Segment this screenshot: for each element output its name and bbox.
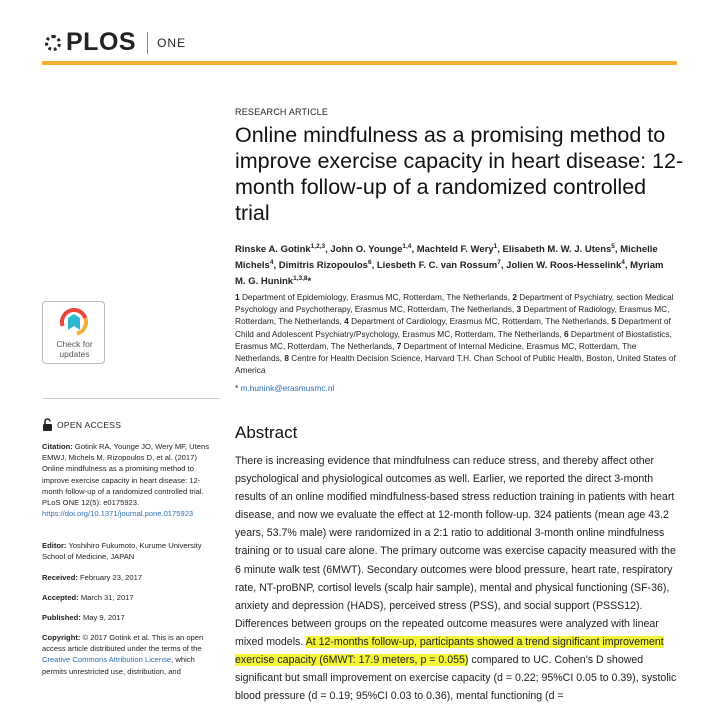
copyright-label: Copyright:: [42, 633, 81, 642]
author-separator: ,: [614, 244, 621, 256]
affiliation-text: Department of Child and Adolescent Psychiatry/Psychology, Erasmus MC, Rotterdam, The Netherlands,: [235, 316, 671, 339]
abstract-heading: Abstract: [235, 423, 298, 442]
author-affiliation-marker: 4: [269, 259, 274, 267]
author-affiliation-marker: 6: [367, 259, 372, 267]
author-name[interactable]: Elisabeth M. W. J. Utens: [502, 244, 612, 256]
correspondence-star: *: [235, 383, 239, 393]
correspondence-email-link[interactable]: m.hunink@erasmusmc.nl: [240, 383, 335, 393]
author-separator: ,: [371, 260, 377, 272]
check-updates-label: [43, 340, 106, 359]
author-separator: ,: [273, 260, 279, 272]
logo-wordmark: PLOS: [66, 28, 137, 56]
editor-label: Editor:: [42, 541, 67, 550]
copyright-block: [42, 632, 220, 677]
published-label: Published:: [42, 613, 81, 622]
affiliation-number: 8: [284, 353, 289, 364]
check-updates-line1: Check for: [56, 339, 93, 349]
received-label: Received:: [42, 573, 78, 582]
copyright-text: © 2017 Gotink et al. This is an open access article distributed under the terms of the: [42, 633, 204, 654]
abstract-body-continued: compared to UC. Cohen’s D showed significant but small improvement on exercise capacity (d = 0.22; 95%CI 0.05 to 0.39), systolic blood pressure (d = 0.19; 95%CI 0.03 to 0.36), mental functioning (d =: [235, 654, 677, 703]
author-name[interactable]: Jolien W. Roos-Hesselink: [506, 260, 622, 272]
check-updates-line2: updates: [59, 348, 90, 359]
author-affiliation-marker: 1: [493, 243, 498, 250]
published-block: [42, 612, 220, 623]
citation-block: [42, 441, 220, 519]
editor-block: [42, 540, 220, 562]
author-separator: *: [307, 276, 312, 288]
check-for-updates-button[interactable]: [42, 301, 105, 364]
open-lock-icon: [42, 418, 53, 431]
open-access-text: OPEN ACCESS: [57, 419, 122, 430]
author-separator: ,: [411, 244, 417, 256]
author-affiliation-marker: 5: [611, 243, 615, 250]
affiliation-number: 1: [235, 292, 240, 302]
affiliation-number: 4: [344, 316, 349, 327]
author-name[interactable]: Machteld F. Wery: [416, 244, 494, 256]
article-title: Online mindfulness as a promising method to improve exercise capacity in heart disease: 12-month follow-up of a randomized controlled trial: [235, 123, 684, 225]
copyright-text-end: , which permits unrestricted use, distribution, and: [42, 655, 195, 676]
author-name[interactable]: John O. Younge: [330, 244, 403, 256]
author-affiliation-marker: 7: [497, 259, 501, 267]
author-name[interactable]: Dimitris Rizopoulos: [278, 260, 368, 272]
affiliation-text: Centre for Health Decision Science, Harvard T.H. Chan School of Public Health, Boston, United States of America: [235, 353, 676, 376]
author-separator: ,: [500, 260, 507, 272]
citation-doi-link[interactable]: https://doi.org/10.1371/journal.pone.0175923: [42, 509, 194, 519]
accepted-label: Accepted:: [42, 593, 79, 602]
correspondence: [235, 383, 334, 393]
affiliation-number: 5: [611, 316, 616, 327]
author-name[interactable]: Liesbeth F. C. van Rossum: [376, 260, 498, 272]
affiliation-number: 7: [396, 340, 402, 351]
plos-logo-icon: [42, 32, 64, 54]
citation-text: Gotink RA, Younge JO, Wery MF, Utens EMWJ, Michels M, Rizopoulos D, et al. (2017) Online mindfulness as a promising method to improve exercise capacity in heart disease: 12-month follow-up of a randomized controlled trial. PLoS ONE 12(5): e0175923.: [42, 442, 209, 508]
plos-logo[interactable]: [42, 28, 186, 57]
article-type: RESEARCH ARTICLE: [235, 107, 329, 117]
affiliation-text: Department of Internal Medicine, Erasmus MC, Rotterdam, The Netherlands,: [235, 340, 637, 364]
received-date: February 23, 2017: [80, 573, 143, 582]
abstract-highlight: At 12-months follow-up, participants showed a trend significant improvement exercise capacity (6MWT: 17.9 meters, p = 0.055): [235, 635, 664, 667]
abstract-text: [235, 452, 678, 705]
published-date: May 9, 2017: [82, 613, 125, 622]
author-name[interactable]: Myriam M. G. Hunink: [235, 260, 664, 288]
open-access-label: [42, 418, 121, 431]
author-affiliation-marker: 4: [621, 259, 625, 267]
sidebar-divider: [42, 398, 220, 399]
affiliation-number: 3: [516, 304, 522, 315]
author-affiliation-marker: 1,4: [402, 243, 412, 250]
received-block: [42, 572, 220, 583]
affiliation-number: 2: [512, 292, 517, 302]
author-affiliation-marker: 1,2,3: [310, 243, 326, 250]
author-affiliation-marker: 1,3,8: [293, 275, 308, 283]
affiliation-number: 6: [563, 328, 569, 339]
author-separator: ,: [325, 244, 331, 256]
logo-separator: [147, 32, 148, 54]
abstract-body: There is increasing evidence that mindfulness can reduce stress, and thereby affect other psychological and physiological outcomes as well. Earlier, we reported the direct 3-month results of an online modified mindfulness-based stress reduction training in patients with heart disease, and now we evaluate the effect at 12-month follow-up. 324 patients (mean age 43.2 years, 53.7% male) were randomized in a 2:1 ratio to additional 3-month online mindfulness training or to usual care alone. The primary outcome was exercise capacity measured with the 6 minute walk test (6MWT). Secondary outcomes were blood pressure, heart rate, respiratory rate, NT-proBNP, cortisol levels (scalp hair sample), mental and physical functioning (SF-36), anxiety and depression (HADS), perceived stress (PSS), and social support (PSSS12). Differences between groups on the repeated outcome measures were analyzed with linear mixed models.: [235, 455, 676, 648]
license-link[interactable]: Creative Commons Attribution License: [42, 655, 172, 665]
editor-text: Yoshihiro Fukumoto, Kurume University School of Medicine, JAPAN: [42, 541, 202, 562]
affiliation-text: Department of Radiology, Erasmus MC, Rotterdam, The Netherlands,: [235, 304, 670, 327]
author-list: [235, 240, 675, 288]
author-separator: ,: [624, 260, 631, 272]
header-rule: [42, 61, 677, 65]
accepted-block: [42, 592, 220, 603]
journal-name: ONE: [157, 35, 187, 50]
affiliation-text: Department of Psychiatry, section Medical Psychology and Psychotherapy, Erasmus MC, Rotterdam, The Netherlands,: [235, 292, 674, 315]
author-separator: ,: [497, 244, 503, 256]
affiliation-text: Department of Cardiology, Erasmus MC, Rotterdam, The Netherlands,: [351, 316, 610, 327]
check-updates-icon: [60, 308, 88, 336]
accepted-date: March 31, 2017: [80, 593, 134, 602]
affiliations: [235, 291, 680, 376]
author-name[interactable]: Rinske A. Gotink: [235, 244, 311, 256]
citation-label: Citation:: [42, 442, 73, 451]
author-name[interactable]: Michelle Michels: [235, 244, 658, 272]
affiliation-text: Department of Biostatistics, Erasmus MC, Rotterdam, The Netherlands,: [235, 328, 672, 351]
affiliation-text: Department of Epidemiology, Erasmus MC, Rotterdam, The Netherlands,: [241, 292, 511, 302]
